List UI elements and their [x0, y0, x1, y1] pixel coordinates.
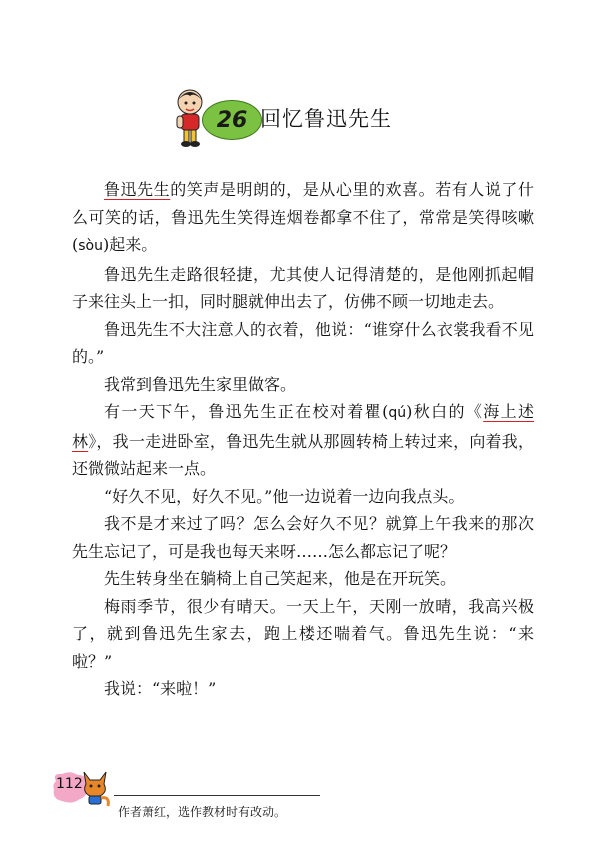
paragraph — [72, 483, 534, 511]
paragraph-text: 我说：“来啦！” — [104, 679, 217, 698]
paragraph-text: 梅雨季节，很少有晴天。一天上午，天刚一放晴，我高兴极了，就到鲁迅先生家去，跑上楼还喘着气。鲁迅先生说：“来啦？” — [72, 596, 534, 671]
paragraph — [72, 510, 534, 565]
paragraph-text: 我常到鲁迅先生家里做客。 — [104, 374, 297, 394]
paragraph — [72, 593, 534, 676]
paragraph — [72, 316, 534, 371]
paragraph-text: )起来。 — [102, 235, 158, 254]
pinyin-annotation: qú — [388, 405, 407, 421]
paragraph-text: 我不是才来过了吗？怎么会好久不见？就算上午我来的那次先生忘记了，可是我也每天来呀……怎么都忘记了呢？ — [72, 514, 534, 561]
paragraph-text: 有一天下午，鲁迅先生正在校对着瞿( — [104, 402, 389, 421]
paragraph-text: 》，我一走进卧室，鲁迅先生就从那圆转椅上转过来，向着我，还微微站起来一点。 — [72, 431, 534, 478]
underlined-term: 鲁迅先生 — [104, 180, 171, 199]
paragraph — [72, 675, 534, 703]
footnote: 作者萧红，选作教材时有改动。 — [118, 805, 287, 819]
pinyin-annotation: sòu — [78, 238, 103, 254]
underlined-term: 海上述林 — [72, 402, 534, 451]
paragraph — [72, 261, 534, 316]
paragraph — [72, 176, 534, 261]
paragraph — [72, 565, 534, 593]
footnote-rule — [114, 795, 320, 796]
lesson-number-badge — [202, 100, 262, 140]
paragraph-text: 的笑声是明朗的，是从心里的欢喜。若有人说了什么可笑的话，鲁迅先生笑得连烟卷都拿不住了，常常是笑得咳嗽( — [72, 180, 534, 254]
paragraph-text: )秋白的《 — [406, 402, 484, 421]
lesson-header — [164, 86, 424, 150]
article-body — [72, 176, 534, 703]
paragraph — [72, 371, 534, 399]
paragraph-text: 先生转身坐在躺椅上自己笑起来，他是在开玩笑。 — [104, 569, 457, 588]
paragraph-text: 鲁迅先生走路很轻捷，尤其使人记得清楚的，是他刚抓起帽子来往头上一扣，同时腿就伸出去了，仿佛不顾一切地走去。 — [72, 264, 534, 311]
lesson-title: 回忆鲁迅先生 — [260, 107, 392, 131]
paragraph-text: “好久不见，好久不见。”他一边说着一边向我点头。 — [104, 486, 465, 506]
paragraph-text: 鲁迅先生不大注意人的衣着，他说：“谁穿什么衣裳我看不见的。” — [72, 319, 534, 366]
page-number: 112 — [56, 776, 83, 792]
lesson-number: 26 — [216, 107, 248, 133]
paragraph — [72, 398, 534, 483]
fox-mascot-icon — [78, 766, 112, 808]
